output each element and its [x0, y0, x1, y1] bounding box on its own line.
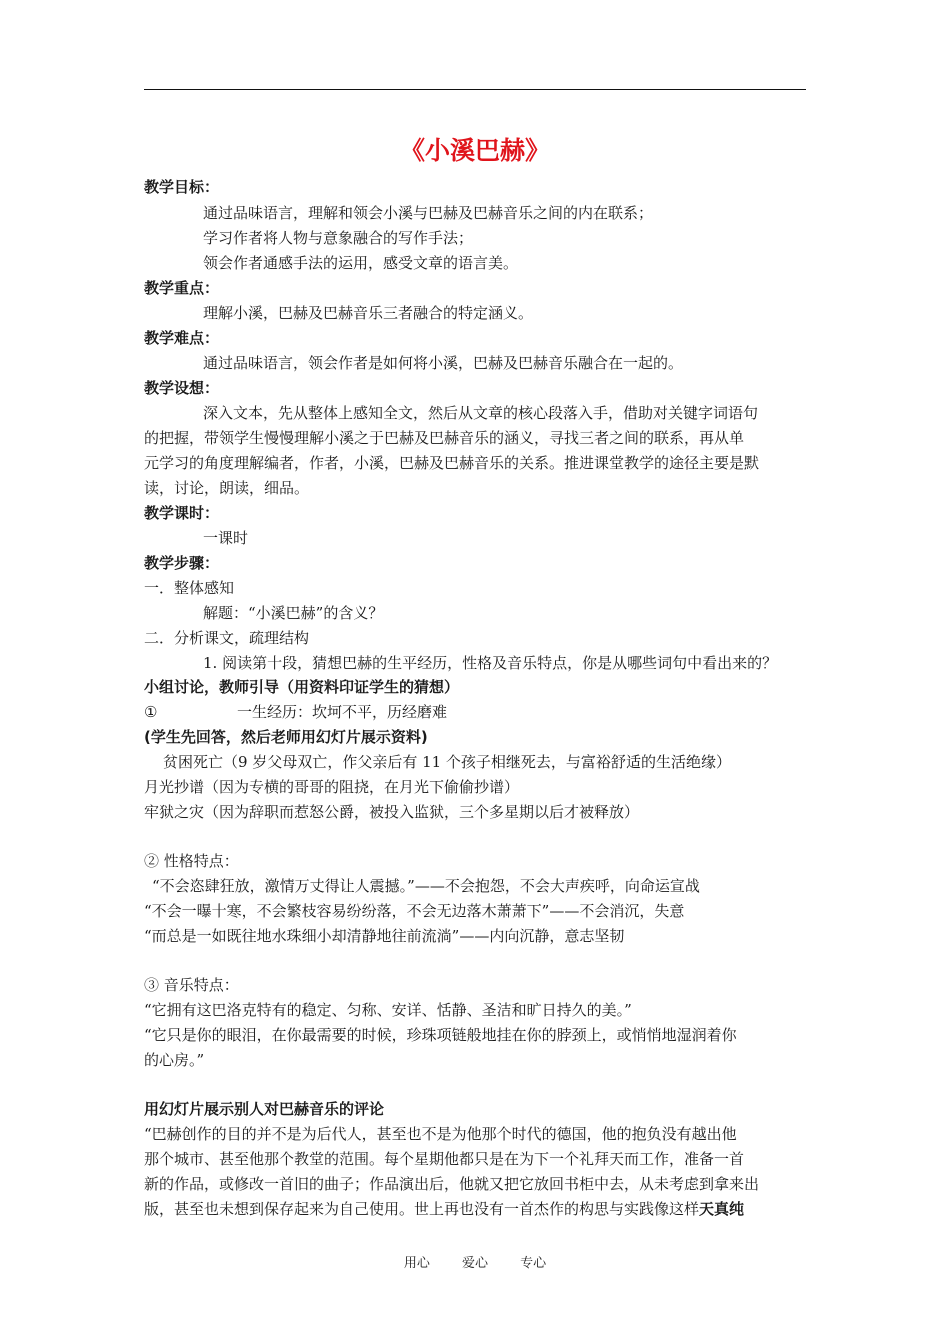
experience-number: ①: [144, 703, 158, 721]
music-line-3: 的心房。”: [144, 1051, 205, 1069]
footer-word-1: 用心: [403, 1256, 430, 1271]
idea-line-3: 元学习的角度理解编者，作者，小溪，巴赫及巴赫音乐的关系。推进课堂教学的途径主要是默: [144, 454, 760, 472]
goal-3: 领会作者通感手法的运用，感受文章的语言美。: [203, 254, 519, 272]
slides-line-2: 那个城市、甚至他那个教堂的范围。每个星期他都只是在为下一个礼拜天而工作，准备一首: [144, 1150, 745, 1168]
experience-summary: 一生经历：坎坷不平，历经磨难: [237, 703, 448, 721]
slides-line-4: [144, 1199, 744, 1219]
page-footer: [0, 1252, 950, 1271]
steps-heading: 教学步骤：: [144, 554, 220, 572]
difficulty-text: 通过品味语言，领会作者是如何将小溪，巴赫及巴赫音乐融合在一起的。: [203, 354, 684, 372]
step-2-question: 1. 阅读第十段，猜想巴赫的生平经历，性格及音乐特点，你是从哪些词句中看出来的？: [203, 654, 778, 672]
music-line-2: “它只是你的眼泪，在你最需要的时候，珍珠项链般地挂在你的脖颈上，或悄悄地湿润着你: [144, 1026, 737, 1044]
answer-first-note: (学生先回答，然后老师用幻灯片展示资料): [144, 728, 428, 746]
experience-item-1: 贫困死亡（9 岁父母双亡，作父亲后有 11 个孩子相继死去，与富裕舒适的生活绝缘）: [163, 753, 731, 771]
experience-item-2: 月光抄谱（因为专横的哥哥的阻挠，在月光下偷偷抄谱）: [144, 778, 520, 796]
focus-heading: 教学重点：: [144, 279, 220, 297]
page-title: 《小溪巴赫》: [399, 136, 550, 165]
slides-line-1: “巴赫创作的目的并不是为后代人，甚至也不是为他那个时代的德国，他的抱负没有越出他: [144, 1125, 737, 1143]
goals-heading: 教学目标：: [144, 178, 220, 196]
character-heading: ② 性格特点：: [144, 852, 239, 870]
slides-line-4-bold: 天真纯: [699, 1200, 745, 1218]
character-line-1: “不会恣肆狂放，激情万丈得让人震撼。”——不会抱怨，不会大声疾呼，向命运宣战: [152, 877, 700, 895]
footer-word-2: 爱心: [461, 1256, 488, 1271]
goal-2: 学习作者将人物与意象融合的写作手法；: [203, 229, 474, 247]
slides-heading: 用幻灯片展示别人对巴赫音乐的评论: [144, 1100, 385, 1118]
character-line-2: “不会一曝十寒，不会繁枝容易纷纷落，不会无边落木萧萧下”——不会消沉，失意: [144, 902, 685, 920]
idea-line-2: 的把握，带领学生慢慢理解小溪之于巴赫及巴赫音乐的涵义，寻找三者之间的联系，再从单: [144, 429, 745, 447]
character-line-3: “而总是一如既往地水珠细小却清静地往前流淌”——内向沉静，意志坚韧: [144, 927, 625, 945]
music-line-1: “它拥有这巴洛克特有的稳定、匀称、安详、恬静、圣洁和旷日持久的美。”: [144, 1001, 632, 1019]
difficulty-heading: 教学难点：: [144, 329, 220, 347]
goal-1: 通过品味语言，理解和领会小溪与巴赫及巴赫音乐之间的内在联系；: [203, 204, 654, 222]
idea-line-4: 读，讨论，朗读，细品。: [144, 479, 310, 497]
hours-heading: 教学课时：: [144, 504, 220, 522]
idea-heading: 教学设想：: [144, 379, 220, 397]
slides-line-3: 新的作品，或修改一首旧的曲子；作品演出后，他就又把它放回书柜中去，从未考虑到拿来出: [144, 1175, 760, 1193]
hours-text: 一课时: [203, 529, 249, 547]
step-2: 二．分析课文，疏理结构: [144, 629, 310, 647]
step-1-detail: 解题：“小溪巴赫”的含义？: [203, 604, 384, 622]
idea-line-1: 深入文本，先从整体上感知全文，然后从文章的核心段落入手，借助对关键字词语句: [203, 404, 759, 422]
music-heading: ③ 音乐特点：: [144, 976, 239, 994]
footer-word-3: 专心: [520, 1256, 547, 1271]
focus-text: 理解小溪，巴赫及巴赫音乐三者融合的特定涵义。: [203, 304, 534, 322]
step-1: 一．整体感知: [144, 579, 235, 597]
slides-line-4-text: 版，甚至也未想到保存起来为自己使用。世上再也没有一首杰作的构思与实践像这样: [144, 1200, 700, 1218]
group-discussion: 小组讨论，教师引导（用资料印证学生的猜想）: [144, 678, 460, 696]
header-rule: [144, 89, 806, 90]
experience-item-3: 牢狱之灾（因为辞职而惹怒公爵，被投入监狱，三个多星期以后才被释放）: [144, 803, 640, 821]
